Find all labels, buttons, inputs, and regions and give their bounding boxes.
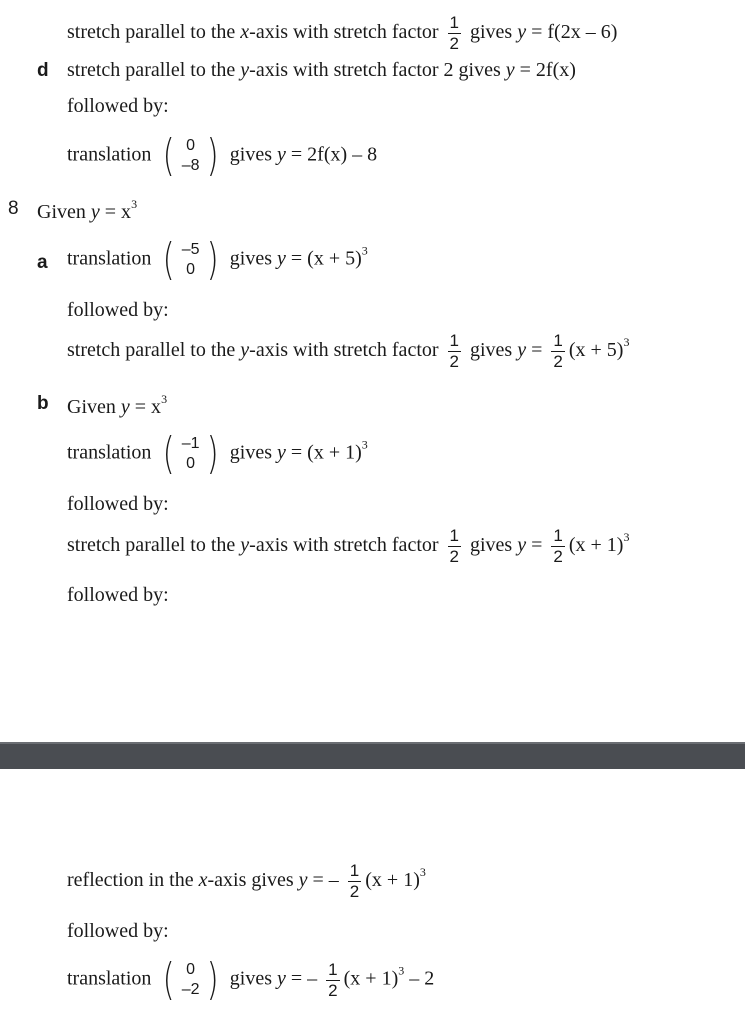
numerator: 1 (449, 526, 459, 545)
var-y: y (277, 247, 286, 270)
fraction (448, 527, 461, 566)
exponent: 3 (361, 437, 368, 452)
numerator: 1 (449, 13, 459, 32)
text: translation (67, 967, 152, 990)
expression: = x (134, 396, 162, 418)
numerator: 1 (553, 526, 563, 545)
fraction (448, 14, 461, 53)
followed-by-text: followed by: (67, 584, 169, 606)
text: -axis with stretch factor (249, 338, 439, 361)
var-y: y (277, 441, 286, 464)
denominator: 2 (553, 546, 563, 566)
fraction (326, 961, 339, 1000)
text: Given (37, 201, 91, 223)
stretch-x-line (67, 14, 617, 53)
translation-line-b (67, 428, 368, 479)
expression: (x + 1) (568, 533, 624, 556)
fraction (448, 332, 461, 371)
vector-values (178, 434, 204, 474)
vector-top: –1 (181, 435, 200, 452)
equals: = – (290, 967, 318, 990)
followed-by-text: followed by: (67, 920, 169, 942)
denominator: 2 (349, 881, 360, 901)
exponent: 3 (398, 963, 405, 978)
question-number-8: 8 (8, 198, 19, 219)
var-x: x (198, 868, 208, 891)
expression: (x + 5) (568, 338, 624, 361)
column-vector (160, 428, 220, 479)
vector-bottom: –2 (181, 981, 200, 998)
var-x: x (240, 20, 250, 43)
given-line (37, 198, 137, 222)
text: gives (229, 441, 277, 464)
text: gives (465, 338, 518, 361)
vector-bottom: 0 (186, 261, 196, 278)
var-y: y (517, 338, 527, 361)
denominator: 2 (449, 351, 459, 371)
expression: = 2f(x) – 8 (290, 143, 378, 166)
bracket-left: ( (163, 234, 176, 285)
var-y: y (120, 396, 130, 418)
text: gives (465, 20, 518, 43)
bracket-left: ( (163, 130, 176, 181)
expression: = (x + 5) (290, 247, 362, 270)
text: gives (465, 533, 518, 556)
text: stretch parallel to the (67, 338, 241, 361)
column-vector (160, 954, 220, 1005)
text: Given (67, 396, 121, 418)
vector-values (178, 960, 204, 1000)
fraction (551, 332, 564, 371)
translation-line-final (67, 954, 435, 1005)
exponent: 3 (419, 864, 426, 879)
text: -axis with stretch factor (249, 533, 439, 556)
denominator: 2 (449, 33, 459, 53)
text: gives (229, 247, 277, 270)
text: -axis gives (207, 868, 299, 891)
numerator: 1 (328, 959, 338, 979)
bracket-right: ) (206, 954, 219, 1005)
exponent: 3 (623, 529, 630, 544)
stretch-y-line-d (67, 60, 576, 80)
text: stretch parallel to the (67, 20, 241, 43)
numerator: 1 (449, 331, 459, 350)
bracket-right: ) (206, 234, 219, 285)
text: translation (67, 143, 152, 166)
followed-by-text: followed by: (67, 95, 169, 117)
equals: = (531, 533, 543, 556)
exponent: 3 (623, 334, 630, 349)
text: stretch parallel to the (67, 533, 241, 556)
vector-top: 0 (186, 961, 196, 978)
vector-top: –5 (181, 241, 200, 258)
expression-tail: – 2 (404, 967, 435, 990)
bracket-left: ( (163, 954, 176, 1005)
given-line-b (67, 393, 167, 417)
vector-values (178, 136, 204, 176)
denominator: 2 (328, 980, 338, 1000)
var-y: y (517, 20, 527, 43)
var-y: y (505, 59, 515, 81)
followed-by-text: followed by: (67, 299, 169, 321)
stretch-line-b (67, 527, 629, 566)
text: -axis with stretch factor 2 gives (249, 59, 506, 81)
page-separator-bar (0, 742, 745, 769)
text: reflection in the (67, 868, 199, 891)
expression: = (x + 1) (290, 441, 362, 464)
bracket-left: ( (163, 428, 176, 479)
text: -axis with stretch factor (249, 20, 439, 43)
var-y: y (277, 143, 286, 166)
vector-bottom: 0 (186, 455, 196, 472)
fraction (348, 862, 361, 901)
part-label-d: d (37, 60, 49, 81)
var-y: y (517, 533, 527, 556)
text: stretch parallel to the (67, 59, 241, 81)
expression: = 2f(x) (519, 59, 576, 81)
exponent: 3 (161, 392, 168, 406)
part-label-a: a (37, 252, 48, 273)
var-y: y (240, 533, 250, 556)
text: translation (67, 441, 152, 464)
text: gives (229, 967, 277, 990)
exponent: 3 (361, 243, 368, 258)
numerator: 1 (349, 861, 360, 880)
var-y: y (277, 967, 286, 990)
equals: = (531, 338, 543, 361)
var-y: y (240, 338, 250, 361)
stretch-line-a (67, 332, 629, 371)
denominator: 2 (553, 351, 563, 371)
equals: = – (312, 868, 339, 891)
translation-line-a (67, 234, 368, 285)
var-y: y (298, 868, 308, 891)
bracket-right: ) (206, 130, 219, 181)
vector-bottom: –8 (181, 157, 200, 174)
column-vector (160, 234, 220, 285)
var-y: y (90, 201, 100, 223)
denominator: 2 (449, 546, 459, 566)
part-label-b: b (37, 393, 49, 414)
followed-by-text: followed by: (67, 493, 169, 515)
translation-line-d (67, 130, 378, 181)
fraction (551, 527, 564, 566)
reflection-line (67, 862, 426, 901)
vector-values (178, 240, 204, 280)
vector-top: 0 (186, 137, 196, 154)
expression: = f(2x – 6) (531, 20, 618, 43)
text: translation (67, 247, 152, 270)
exponent: 3 (131, 197, 138, 211)
expression: (x + 1) (343, 967, 399, 990)
text: gives (229, 143, 277, 166)
column-vector (160, 130, 220, 181)
numerator: 1 (553, 331, 563, 350)
expression: = x (104, 201, 132, 223)
expression: (x + 1) (365, 868, 420, 891)
var-y: y (240, 59, 250, 81)
bracket-right: ) (206, 428, 219, 479)
